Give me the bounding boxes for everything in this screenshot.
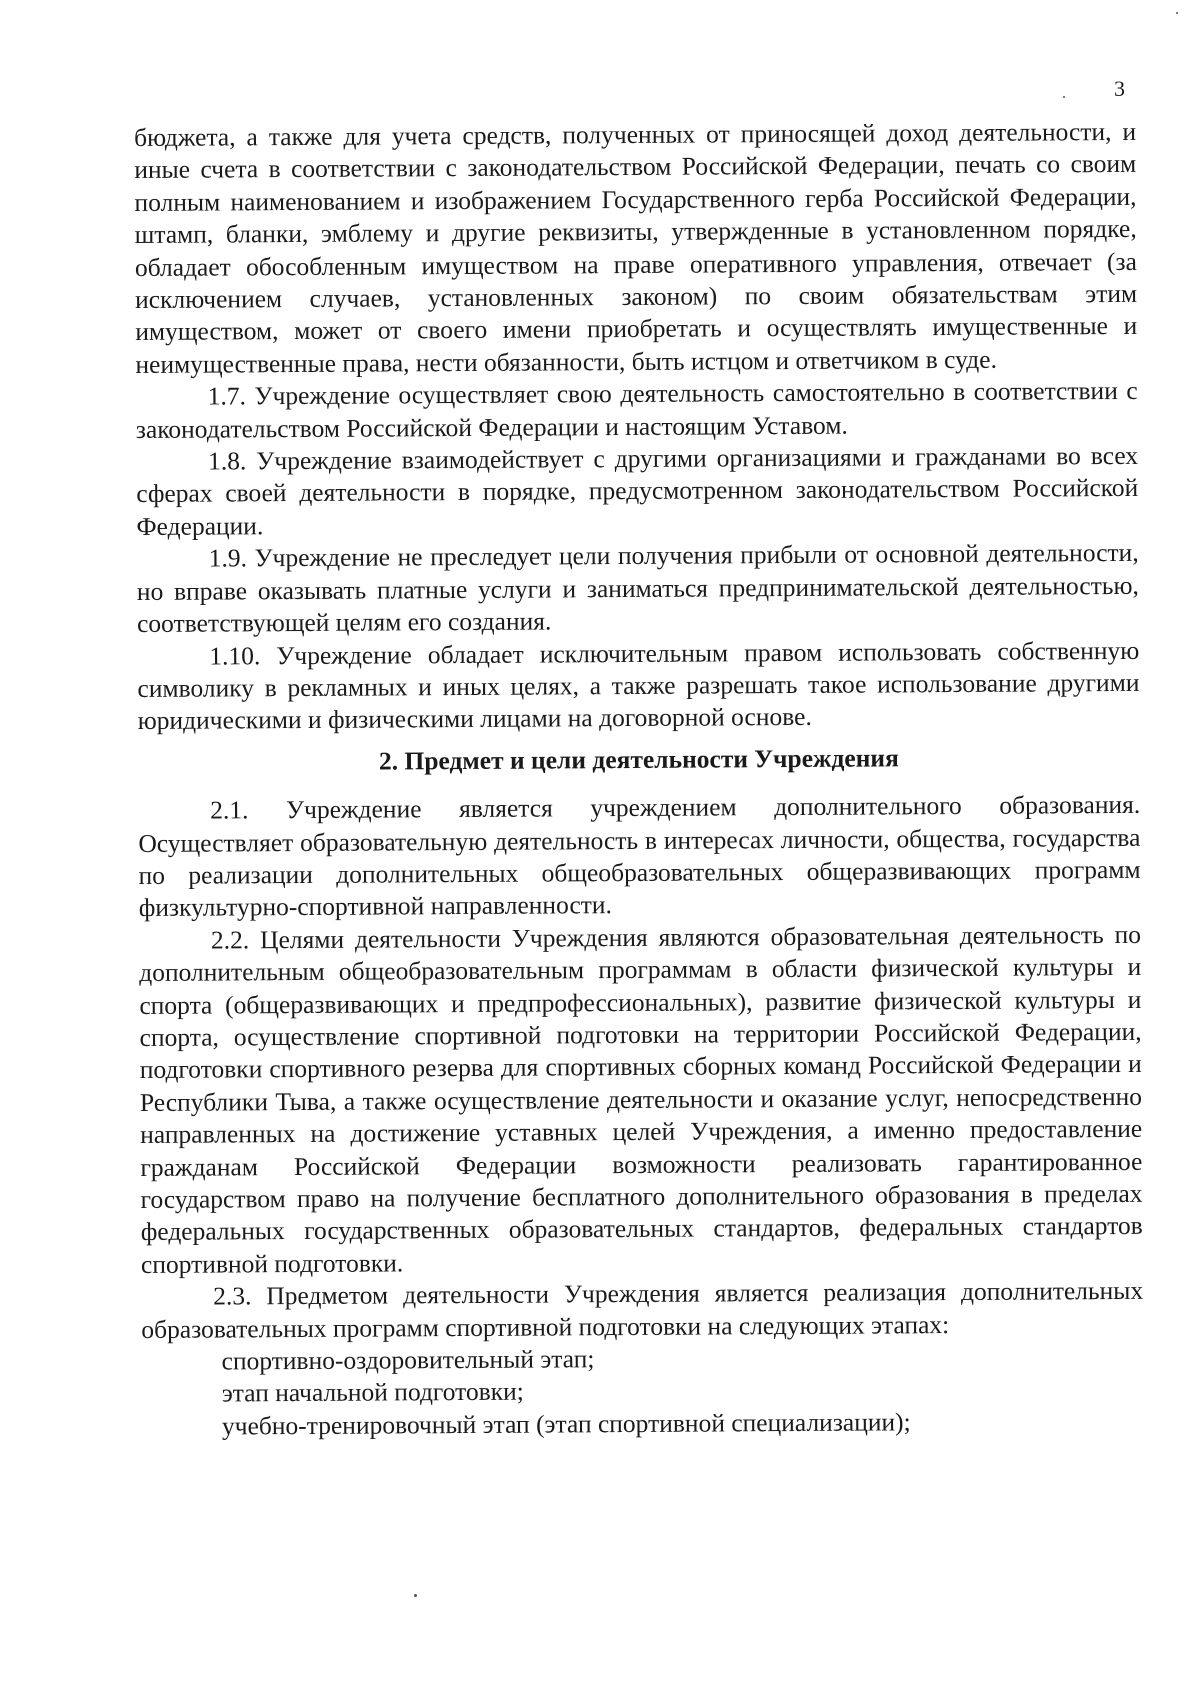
list-item-stage-2: этап начальной подготовки; bbox=[221, 1377, 524, 1408]
paragraph-continuation: бюджета, а также для учета средств, полученных от приносящей доход деятельности, и иные счета в соответствии с законодательством Российской Федерации, печать со своим полным наименованием и изображением Государственного герба Российской Федерации, штамп, бланки, эмблему и другие реквизиты, утвержденные в установленном порядке, обладает обособленным имуществом на праве оперативного управления, отвечает (за исключением случаев, установленных законом) по своим обязательствам этим имуществом, может от своего имени приобретать и осуществлять имущественные и неимущественные права, нести обязанности, быть истцом и ответчиком в суде. bbox=[134, 116, 1138, 379]
list-item-stage-3: учебно-тренировочный этап (этап спортивной специализации); bbox=[221, 1407, 911, 1441]
paragraph-1-9: 1.9. Учреждение не преследует цели получения прибыли от основной деятельности, но вправе оказывать платные услуги и заниматься предпринимательской деятельностью, соответствующей целям его создания. bbox=[136, 538, 1139, 639]
paragraph-1-10: 1.10. Учреждение обладает исключительным правом использовать собственную символику в рекламных и иных целях, а также разрешать такое использование другими юридическими и физическими лицами на договорной основе. bbox=[137, 635, 1140, 736]
scan-speck bbox=[1176, 12, 1178, 14]
paragraph-1-8: 1.8. Учреждение взаимодействует с другими организациями и гражданами во всех сферах своей деятельности в порядке, предусмотренном законодательством Российской Федерации. bbox=[136, 440, 1139, 541]
paragraph-2-2: 2.2. Целями деятельности Учреждения являются образовательная деятельность по дополнительным общеобразовательным программам в области физической культуры и спорта (общеразвивающих и предпрофессиональных), развитие физической культуры и спорта, осуществление спортивной подготовки на территории Российской Федерации, подготовки спортивного резерва для спортивных сборных команд Российской Федерации и Республики Тыва, а также осуществление деятельности и оказание услуг, непосредственно направленных на достижение уставных целей Учреждения, а именно предоставление гражданам Российской Федерации возможности реализовать гарантированное государством право на получение бесплатного дополнительного образования в пределах федеральных государственных образовательных стандартов, федеральных стандартов спортивной подготовки. bbox=[139, 919, 1143, 1279]
document-body bbox=[134, 116, 1144, 1443]
section-heading: 2. Предмет и цели деятельности Учреждения bbox=[378, 743, 899, 776]
scan-speck bbox=[1063, 96, 1065, 98]
scan-speck bbox=[414, 1594, 417, 1597]
paragraph-1-7: 1.7. Учреждение осуществляет свою деятельность самостоятельно в соответствии с законодательством Российской Федерации и настоящим Уставом. bbox=[135, 376, 1138, 444]
paragraph-2-3: 2.3. Предметом деятельности Учреждения является реализация дополнительных образовательных программ спортивной подготовки на следующих этапах: bbox=[141, 1276, 1144, 1344]
list-item-stage-1: спортивно-оздоровительный этап; bbox=[221, 1344, 595, 1376]
paragraph-2-1: 2.1. Учреждение является учреждением дополнительного образования. Осуществляет образовательную деятельность в интересах личности, общества, государства по реализации дополнительных общеобразовательных общеразвивающих программ физкультурно-спортивной направленности. bbox=[138, 789, 1141, 923]
page-number: 3 bbox=[1114, 76, 1125, 101]
